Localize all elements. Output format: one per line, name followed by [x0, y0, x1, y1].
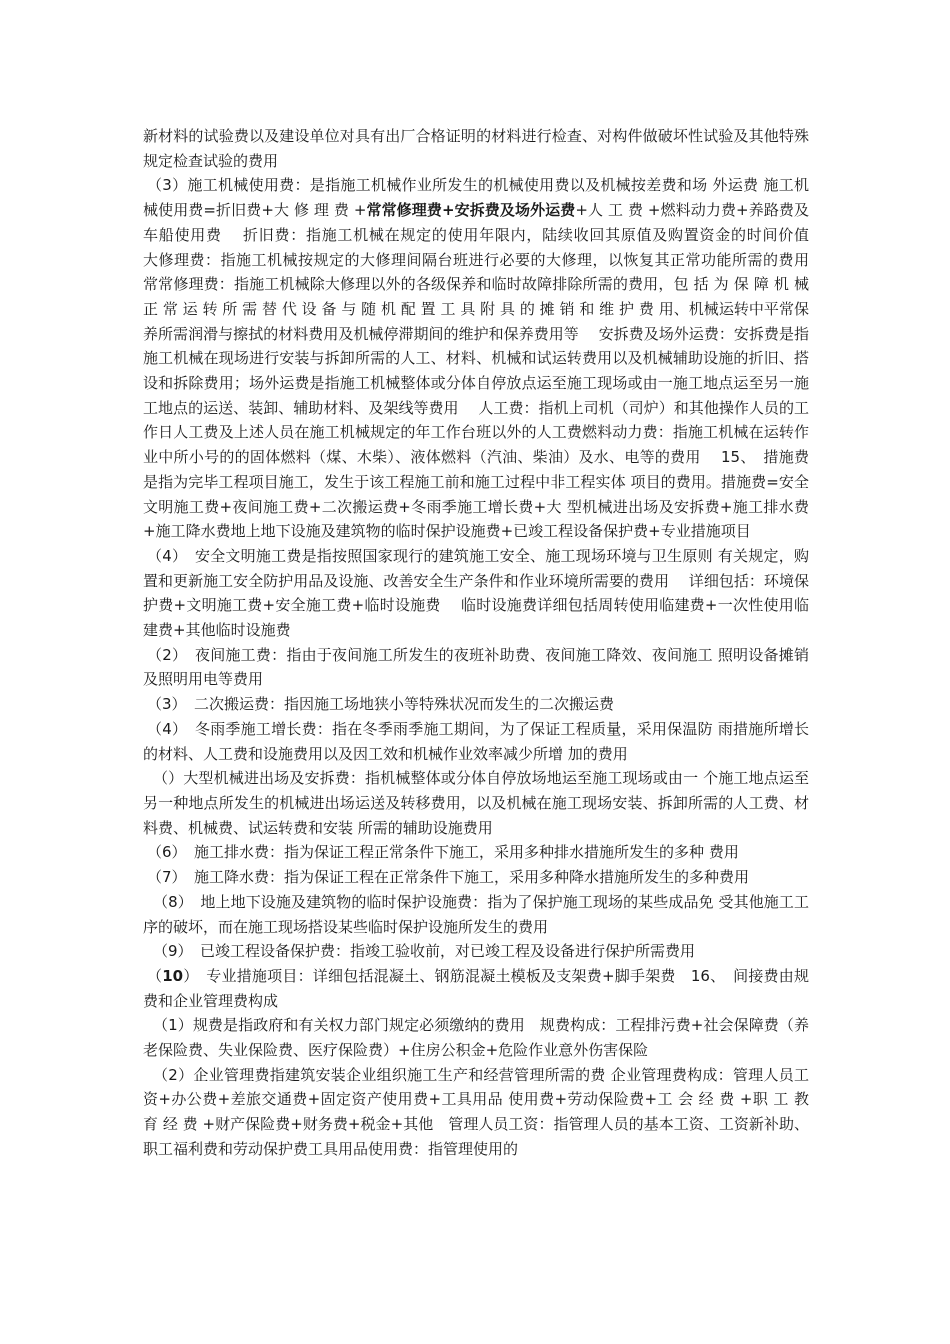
- paragraph-text: （8） 地上地下设施及建筑物的临时保护设施费：指为了保护施工现场的某些成品免 受其他施工工序的破坏，而在施工现场搭设某些临时保护设施所发生的费用: [143, 892, 809, 936]
- paragraph-text: （: [147, 966, 163, 985]
- bold-text: 常常修理费+安拆费及场外运费: [366, 201, 576, 220]
- paragraph-temporary-protection: [143, 890, 809, 939]
- paragraph-text: （2） 夜间施工费：指由于夜间施工所发生的夜班补助费、夜间施工降效、夜间施工 照明设备摊销及照明用电等费用: [143, 645, 809, 689]
- bold-number: 10: [162, 966, 184, 985]
- paragraph-text: （2）企业管理费指建筑安装企业组织施工生产和经营管理所需的费 企业管理费构成：管理人员工资+办公费+差旅交通费+固定资产使用费+工具用品 使用费+劳动保险费+工 会 经 费 +职 工 教 育 经 费 +财产保险费+财务费+税金+其他 管理人员工资：指管理人员的基本工资、工资新补助、职工福利费和劳动保护费工具用品使用费：指管理使用的: [143, 1065, 809, 1158]
- paragraph-text: （）大型机械进出场及安拆费：指机械整体或分体自停放场地运至施工现场或由一 个施工地点运至另一种地点所发生的机械进出场运送及转移费用，以及机械在施工现场安装、拆卸所需的人工费、材料费、机械费、试运转费和安装 所需的辅助设施费用: [143, 769, 809, 837]
- paragraph-text: 新材料的试验费以及建设单位对具有出厂合格证明的材料进行检查、对构件做破坏性试验及其他特殊规定检查试验的费用: [143, 127, 809, 170]
- paragraph-text: +人 工 费 +燃料动力费+养路费及车船使用费 折旧费：指施工机械在规定的使用年限内，陆续收回其原值及购置资金的时间价值 大修理费：指施工机械按规定的大修理间隔台班进行必要的大修理，以恢复其正常功能所需的费用 常常修理费：指施工机械除大修理以外的各级保养和临时故障排除所需的费用，包 括 为 保 障 机 械 正 常 运 转 所 需 替 代 设 备 与 随 机 配 置 工 具 附 具 的 摊 销 和 维 护 费 用、机械运转中平常保养所需润滑与擦拭的材料费用及机械停滞期间的维护和保养费用等 安拆费及场外运费：安拆费是指施工机械在现场进行安装与拆卸所需的人工、材料、机械和试运转费用以及机械辅助设施的折旧、搭设和拆除费用；场外运费是指施工机械整体或分体自停放点运至施工现场或由一施工地点运至另一施工地点的运送、装卸、辅助材料、及架线等费用 人工费：指机上司机（司炉）和其他操作人员的工作日人工费及上述人员在施工机械规定的年工作台班以外的人工费燃料动力费：指施工机械在运转作业中所小号的的固体燃料（煤、木柴）、液体燃料（汽油、柴油）及水、电等的费用 15、 措施费是指为完毕工程项目施工，发生于该工程施工前和施工过程中非工程实体 项目的费用。措施费=安全文明施工费+夜间施工费+二次搬运费+冬雨季施工增长费+大 型机械进出场及安拆费+施工排水费+施工降水费地上地下设施及建筑物的临时保护设施费+已竣工程设备保护费+专业措施项目: [143, 201, 829, 541]
- paragraph-night-work: [143, 643, 809, 692]
- paragraph-secondary-transport: [143, 692, 809, 717]
- paragraph-text: （3）施工机械使用费：是指施工机械作业所发生的机械使用费以及机械按差费和场 外运费 施工机械使用费=折旧费+大 修 理 费 +: [143, 176, 809, 220]
- paragraph-text: （4） 安全文明施工费是指按照国家现行的建筑施工安全、施工现场环境与卫生原则 有关规定，购置和更新施工安全防护用品及设施、改善安全生产条件和作业环境所需要的费用 详细包括：环境保护费+文明施工费+安全施工费+临时设施费 临时设施费详细包括周转使用临建费+一次性使用临建费+其他临时设施费: [143, 546, 809, 640]
- paragraph-safety-civil: [143, 544, 809, 643]
- paragraph-text: （3） 二次搬运费：指因施工场地狭小等特殊状况而发生的二次搬运费: [147, 695, 615, 714]
- paragraph-text: （6） 施工排水费：指为保证工程正常条件下施工，采用多种排水措施所发生的多种 费用: [147, 843, 739, 862]
- paragraph-special-measures: [143, 964, 809, 1013]
- paragraph-text: （4） 冬雨季施工增长费：指在冬季雨季施工期间，为了保证工程质量，采用保温防 雨措施所增长的材料、人工费和设施费用以及因工效和机械作业效率减少所增 加的费用: [143, 719, 809, 763]
- paragraph-text: （9） 已竣工程设备保护费：指竣工验收前，对已竣工程及设备进行保护所需费用: [153, 942, 696, 961]
- document-body: [143, 124, 829, 1162]
- paragraph-management-fees: [143, 1063, 809, 1162]
- paragraph-text: ） 专业措施项目：详细包括混凝土、钢筋混凝土模板及支架费+脚手架费 16、 间接费由规费和企业管理费构成: [143, 966, 809, 1010]
- paragraph-dewatering: [143, 865, 809, 890]
- paragraph-winter-rain: [143, 717, 809, 766]
- paragraph-large-machinery: [143, 766, 809, 840]
- paragraph-text: （1）规费是指政府和有关权力部门规定必须缴纳的费用 规费构成：工程排污费+社会保障费（养老保险费、失业保险费、医疗保险费）+住房公积金+危险作业意外伤害保险: [143, 1016, 809, 1060]
- paragraph-completed-protection: [143, 939, 809, 964]
- paragraph-drainage: [143, 840, 809, 865]
- paragraph-machine-usage: [143, 173, 829, 544]
- paragraph-fees: [143, 1013, 809, 1062]
- paragraph-text: （7） 施工降水费：指为保证工程在正常条件下施工，采用多种降水措施所发生的多种费用: [147, 868, 750, 887]
- paragraph-material-test: [143, 124, 809, 173]
